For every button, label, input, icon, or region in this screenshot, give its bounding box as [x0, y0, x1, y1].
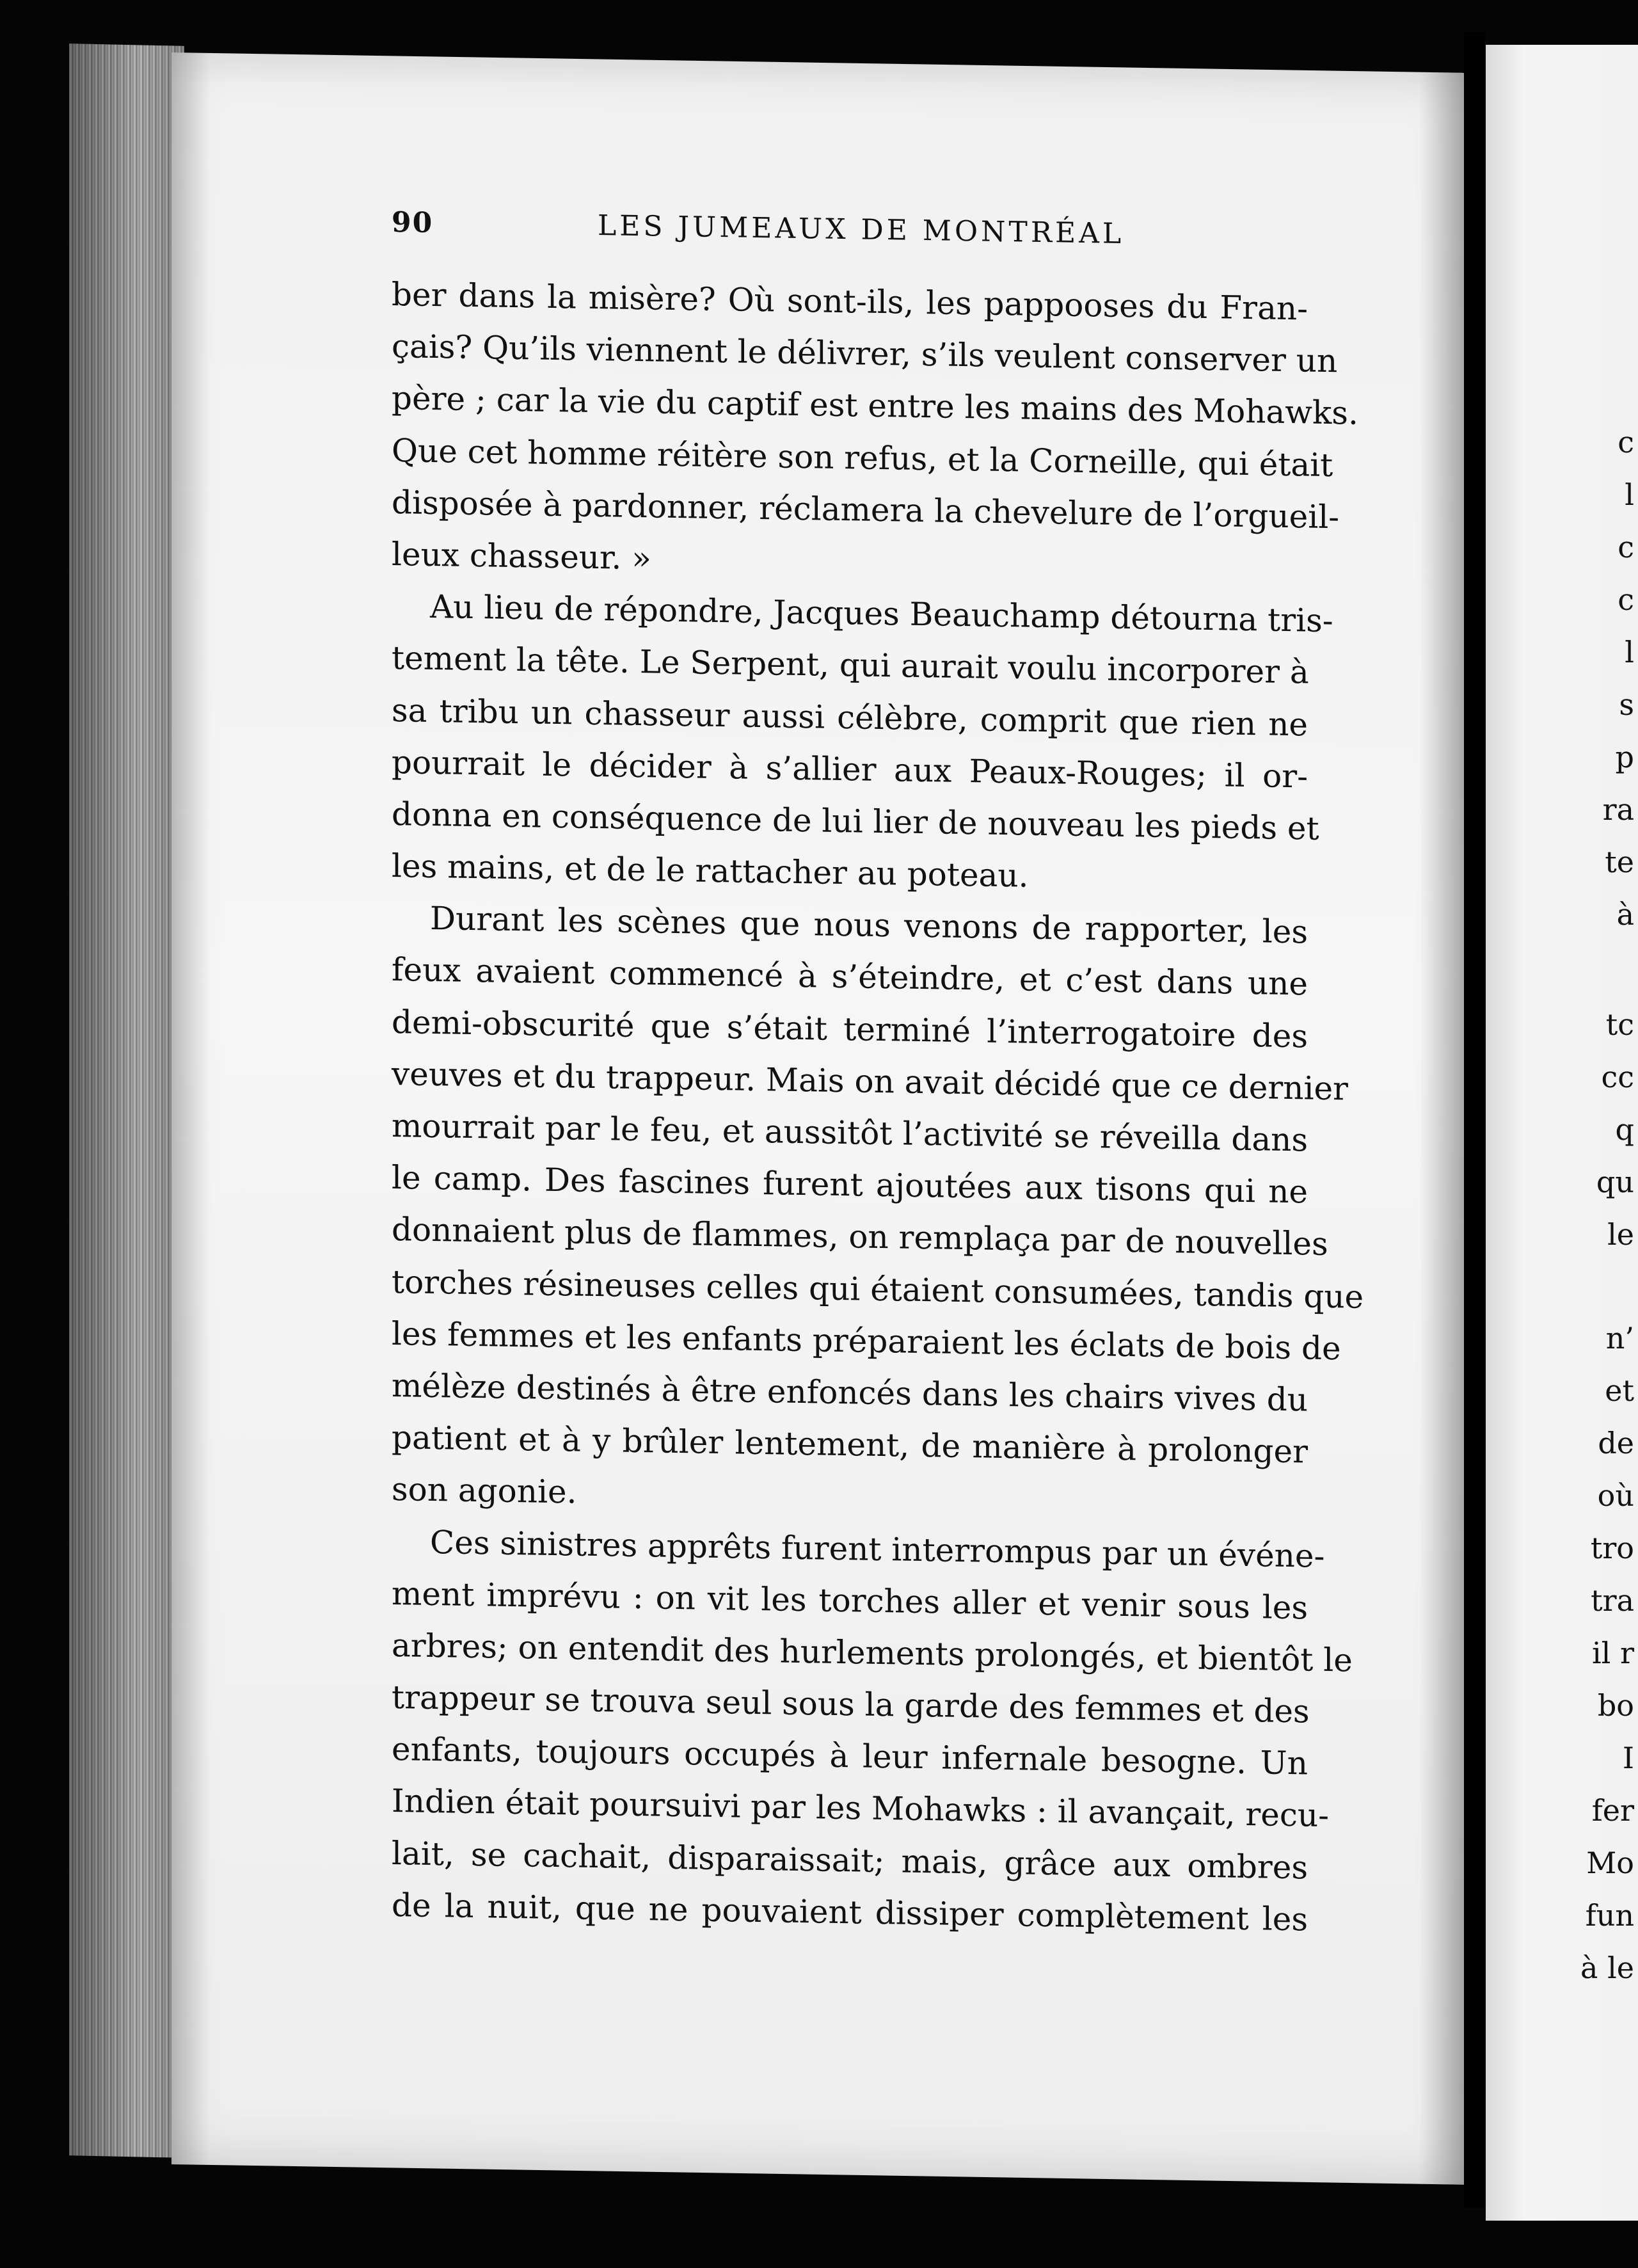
text-line: les mains, et de le rattacher au poteau.: [392, 847, 1029, 895]
text-line: feux avaient commencé à s’éteindre, et c’est dans une: [392, 951, 1308, 1003]
page-number: 90: [392, 206, 434, 240]
facing-page-fragment: s: [1619, 687, 1634, 722]
text-line: Au lieu de répondre, Jacques Beauchamp détourna tris-: [430, 588, 1333, 640]
text-line: donnaient plus de flammes, on remplaça par de nouvelles: [392, 1211, 1328, 1263]
text-line: veuves et du trappeur. Mais on avait décidé que ce dernier: [392, 1055, 1348, 1108]
text-line: arbres; on entendit des hurlements prolongés, et bientôt le: [392, 1626, 1353, 1679]
facing-page-fragment: p: [1615, 740, 1634, 774]
text-line: patient et à y brûler lentement, de manière à prolonger: [392, 1419, 1308, 1471]
text-line: le camp. Des fascines furent ajoutées aux tisons qui ne: [392, 1159, 1308, 1211]
book-gutter: [1464, 32, 1486, 2208]
facing-page-fragment: tc: [1605, 1007, 1634, 1042]
facing-page-fragment: cc: [1601, 1060, 1634, 1094]
text-line: trappeur se trouva seul sous la garde des femmes et des: [392, 1679, 1310, 1730]
book-page-edges: [69, 44, 184, 2158]
running-head-title: LES JUMEAUX DE MONTRÉAL: [598, 209, 1125, 250]
facing-page-fragment: il r: [1591, 1636, 1634, 1670]
paragraph-2: [392, 580, 1333, 907]
facing-page-fragment: tro: [1590, 1531, 1634, 1565]
facing-page-fragment: ra: [1602, 792, 1634, 827]
text-line: lait, se cachait, disparaissait; mais, grâce aux ombres: [392, 1834, 1308, 1887]
text-line: les femmes et les enfants préparaient les éclats de bois de: [392, 1314, 1341, 1368]
text-line: demi-obscurité que s’était terminé l’interrogatoire des: [392, 1003, 1308, 1055]
text-line: donna en conséquence de lui lier de nouveau les pieds et: [392, 795, 1319, 847]
facing-page-fragment: c: [1618, 582, 1634, 617]
text-line: tement la tête. Le Serpent, qui aurait voulu incorporer à: [392, 639, 1309, 691]
text-line: ber dans la misère? Où sont-ils, les pappooses du Fran-: [392, 276, 1308, 328]
paragraph-1: [392, 269, 1358, 595]
facing-page-fragment: Mo: [1586, 1846, 1634, 1880]
facing-page-fragment: de: [1598, 1426, 1634, 1460]
facing-page-fragment: tra: [1591, 1583, 1634, 1618]
text-line: enfants, toujours occupés à leur infernale besogne. Un: [392, 1730, 1308, 1782]
page-text-block: [392, 206, 1364, 1945]
facing-page-fragment: fun: [1585, 1898, 1634, 1933]
facing-page-fragment: c: [1618, 530, 1634, 564]
facing-page-fragment: et: [1605, 1373, 1634, 1408]
text-line: sa tribu un chasseur aussi célèbre, comprit que rien ne: [392, 691, 1308, 743]
facing-page-fragment: l: [1625, 477, 1634, 512]
facing-page-fragment: bo: [1597, 1688, 1634, 1723]
text-line: Que cet homme réitère son refus, et la Corneille, qui était: [392, 431, 1333, 484]
facing-page-fragment: l: [1625, 635, 1634, 669]
text-line: mourrait par le feu, et aussitôt l’activité se réveilla dans: [392, 1107, 1308, 1159]
text-line: Durant les scènes que nous venons de rapporter, les: [430, 900, 1308, 951]
facing-page-fragment: où: [1597, 1478, 1634, 1513]
facing-page-fragment: te: [1605, 845, 1634, 879]
facing-page-fragment: n’: [1605, 1321, 1634, 1355]
text-line: son agonie.: [392, 1471, 577, 1511]
facing-page-edge: [1486, 45, 1638, 2221]
facing-page-fragment: fer: [1591, 1793, 1634, 1828]
facing-page-fragment: à: [1616, 897, 1634, 932]
facing-page-fragment: q: [1615, 1112, 1634, 1147]
facing-page-fragment: c: [1618, 425, 1634, 459]
text-line: torches résineuses celles qui étaient consumées, tandis que: [392, 1263, 1364, 1316]
facing-page-fragment: I: [1622, 1741, 1634, 1775]
text-line: de la nuit, que ne pouvaient dissiper complètement les: [392, 1886, 1308, 1938]
text-line: ment imprévu : on vit les torches aller et venir sous les: [392, 1574, 1308, 1627]
text-line: père ; car la vie du captif est entre les mains des Mohawks.: [392, 379, 1358, 433]
text-line: Indien était poursuivi par les Mohawks : il avançait, recu-: [392, 1782, 1329, 1835]
text-line: mélèze destinés à être enfoncés dans les chairs vives du: [392, 1366, 1308, 1419]
facing-page-fragment: qu: [1596, 1165, 1634, 1199]
text-line: pourrait le décider à s’allier aux Peaux-Rouges; il or-: [392, 743, 1308, 795]
paragraph-4: [392, 1516, 1353, 1946]
paragraph-3: [392, 892, 1364, 1530]
text-line: disposée à pardonner, réclamera la chevelure de l’orgueil-: [392, 483, 1340, 536]
text-line: Ces sinistres apprêts furent interrompus par un événe-: [430, 1523, 1325, 1575]
text-line: leux chasseur. »: [392, 535, 651, 577]
facing-page-fragment: à le: [1580, 1951, 1634, 1985]
facing-page-fragment: le: [1607, 1217, 1634, 1252]
text-line: çais? Qu’ils viennent le délivrer, s’ils veulent conserver un: [392, 328, 1338, 380]
